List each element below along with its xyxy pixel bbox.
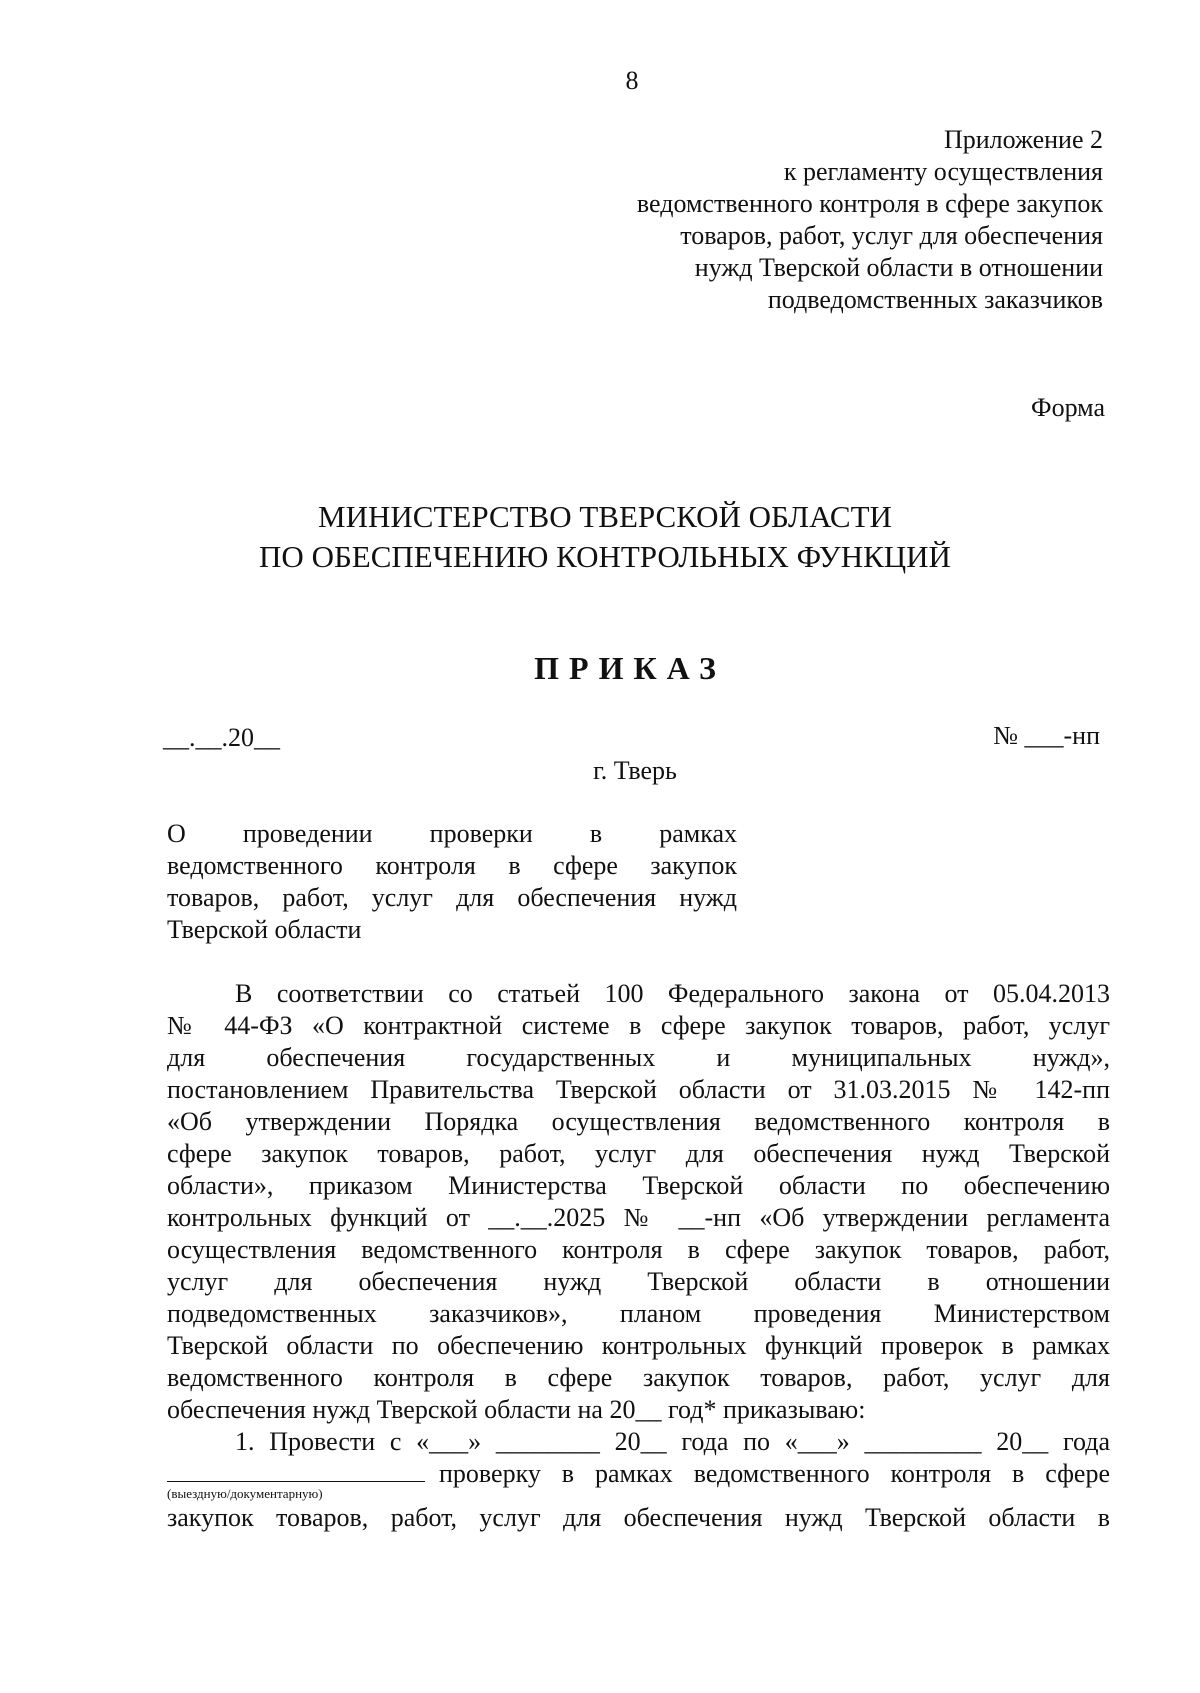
item-1-line-3: закупок товаров, работ, услуг для обеспечения нужд Тверской области в [167,1503,1110,1532]
body-line: постановлением Правительства Тверской области от 31.03.2015 № 142-пп [167,1075,1110,1104]
inspection-type-caption: (выездную/документарную) [167,1486,323,1501]
city: г. Тверь [593,756,677,785]
order-body [167,978,1110,1534]
inspection-type-blank [167,1459,425,1482]
body-line: обеспечения нужд Тверской области на 20__ год* приказываю: [167,1395,866,1424]
body-line: ведомственного контроля в сфере закупок товаров, работ, услуг для [167,1363,1110,1392]
item-1-line-1: 1. Провести с «___» ________ 20__ года по «___» _________ 20__ года [235,1427,1110,1456]
appendix-header [637,124,1103,316]
order-title: ПРИКАЗ [534,650,726,686]
item-1-line-2-text: проверку в рамках ведомственного контроля в сфере [439,1459,1110,1488]
appendix-line: к регламенту осуществления [783,157,1103,186]
subject-line: ведомственного контроля в сфере закупок [167,851,737,880]
form-label: Форма [1031,393,1105,422]
subject-line: Тверской области [167,915,362,944]
page-number: 8 [625,66,639,95]
body-line: области», приказом Министерства Тверской области по обеспечению [167,1171,1110,1200]
body-line: № 44-ФЗ «О контрактной системе в сфере закупок товаров, работ, услуг [167,1011,1110,1040]
body-line: сфере закупок товаров, работ, услуг для обеспечения нужд Тверской [167,1139,1110,1168]
body-line: услуг для обеспечения нужд Тверской области в отношении [167,1267,1110,1296]
date-field: __.__.20__ [163,723,280,752]
body-line: для обеспечения государственных и муниципальных нужд», [167,1043,1110,1072]
body-line: подведомственных заказчиков», планом проведения Министерством [167,1299,1110,1328]
body-line: Тверской области по обеспечению контрольных функций проверок в рамках [167,1331,1110,1360]
appendix-line: Приложение 2 [943,125,1103,154]
appendix-line: товаров, работ, услуг для обеспечения [680,221,1103,250]
ministry-line-1: МИНИСТЕРСТВО ТВЕРСКОЙ ОБЛАСТИ [318,499,892,534]
body-line: контрольных функций от __.__.2025 № __-нп «Об утверждении регламента [167,1203,1110,1232]
body-line: В соответствии со статьей 100 Федерального закона от 05.04.2013 [235,979,1110,1008]
body-line: осуществления ведомственного контроля в сфере закупок товаров, работ, [167,1235,1110,1264]
order-subject [167,818,737,946]
subject-line: товаров, работ, услуг для обеспечения нужд [167,883,737,912]
appendix-line: ведомственного контроля в сфере закупок [636,189,1103,218]
ministry-line-2: ПО ОБЕСПЕЧЕНИЮ КОНТРОЛЬНЫХ ФУНКЦИЙ [259,539,951,574]
order-number-field: № ___-нп [993,721,1100,750]
body-line: «Об утверждении Порядка осуществления ведомственного контроля в [167,1107,1110,1136]
appendix-line: нужд Тверской области в отношении [694,253,1103,282]
ministry-title [0,497,1200,577]
subject-line: О проведении проверки в рамках [167,819,737,848]
appendix-line: подведомственных заказчиков [767,285,1103,314]
